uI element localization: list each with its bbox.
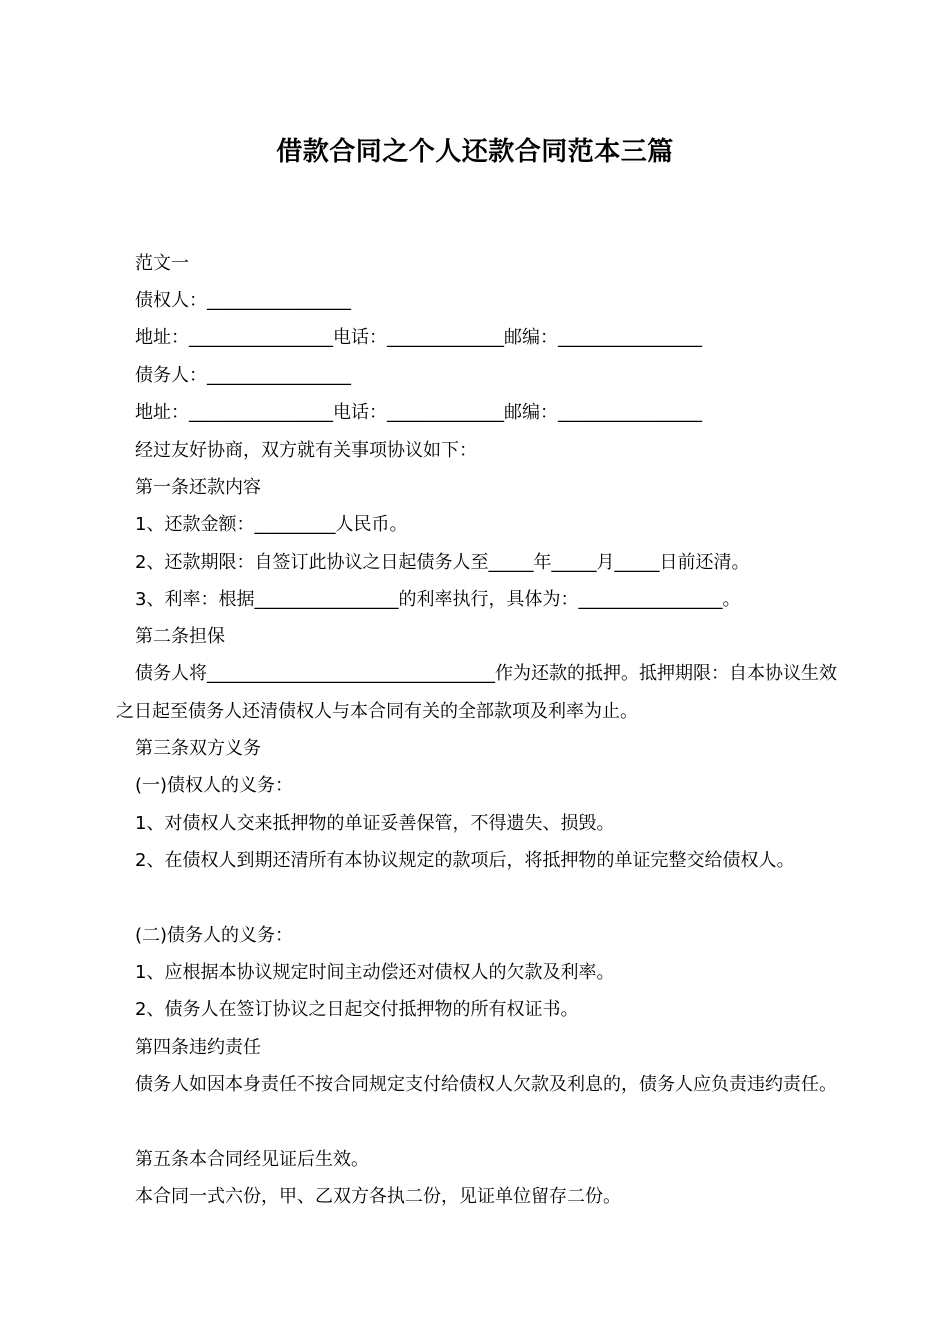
section-heading-sample-1: 范文一 [135, 253, 189, 274]
debtor-line: 债务人：________________ [135, 365, 351, 386]
creditor-duties-heading: (一)债权人的义务： [135, 775, 294, 796]
article-3-heading: 第三条双方义务 [135, 738, 261, 759]
debtor-duty-1: 1、应根据本协议规定时间主动偿还对债权人的欠款及利率。 [135, 962, 615, 983]
debtor-duty-2: 2、债务人在签订协议之日起交付抵押物的所有权证书。 [135, 999, 579, 1020]
article-2-heading: 第二条担保 [135, 626, 225, 647]
creditor-duty-1: 1、对债权人交来抵押物的单证妥善保管，不得遗失、损毁。 [135, 813, 615, 834]
repayment-amount: 1、还款金额：_________人民币。 [135, 514, 408, 535]
article-4-heading: 第四条违约责任 [135, 1037, 261, 1058]
breach-paragraph: 债务人如因本身责任不按合同规定支付给债权人欠款及利息的，债务人应负责违约责任。 [135, 1074, 837, 1095]
article-1-heading: 第一条还款内容 [135, 477, 261, 498]
interest-rate: 3、利率：根据________________的利率执行，具体为：________________。 [135, 589, 741, 610]
guarantee-paragraph: 债务人将________________________________作为还款的抵押。抵押期限：自本协议生效之日起至债务人还清债权人与本合同有关的全部款项及利率为止。 [116, 663, 837, 722]
debtor-address-line: 地址：________________电话：_____________邮编：________________ [135, 402, 702, 423]
debtor-duties-heading: (二)债务人的义务： [135, 925, 294, 946]
copies-clause: 本合同一式六份，甲、乙双方各执二份，见证单位留存二份。 [135, 1186, 621, 1207]
repayment-period: 2、还款期限：自签订此协议之日起债务人至_____年_____月_____日前还清。 [135, 552, 750, 573]
article-5-heading: 第五条本合同经见证后生效。 [135, 1149, 369, 1170]
document-title: 借款合同之个人还款合同范本三篇 [276, 137, 674, 167]
creditor-address-line: 地址：________________电话：_____________邮编：________________ [135, 327, 702, 348]
creditor-duty-2: 2、在债权人到期还清所有本协议规定的款项后，将抵押物的单证完整交给债权人。 [135, 850, 795, 871]
agreement-intro: 经过友好协商，双方就有关事项协议如下： [135, 440, 477, 461]
creditor-line: 债权人：________________ [135, 290, 351, 311]
